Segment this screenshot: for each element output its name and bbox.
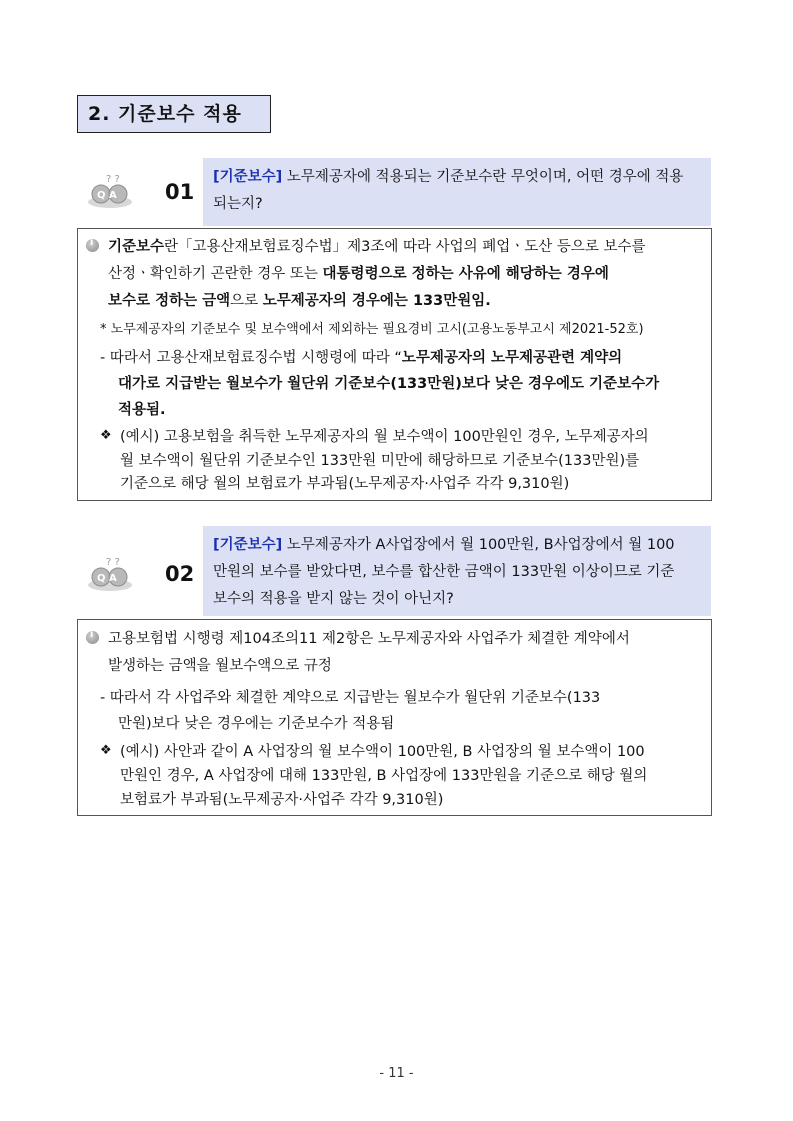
qa-icon-label: Q A — [97, 190, 117, 201]
info-icon — [86, 631, 99, 644]
question-line: 되는지? — [213, 196, 263, 212]
question-line: [기준보수] 노무제공자가 A사업장에서 월 100만원, B사업장에서 월 100 — [213, 537, 675, 553]
note-text: * 노무제공자의 기준보수 및 보수액에서 제외하는 필요경비 고시(고용노동부고시 제2021-52호) — [100, 322, 644, 337]
example-line: 만원인 경우, A 사업장에 대해 133만원, B 사업장에 133만원을 기준으로 해당 월의 — [120, 768, 648, 784]
diamond-bullet-icon: ❖ — [100, 428, 112, 443]
question-box — [203, 158, 711, 226]
example-line: 월 보수액이 월단위 기준보수인 133만원 미만에 해당하므로 기준보수(133만원)를 — [120, 453, 640, 469]
answer-line: 만원)보다 낮은 경우에는 기준보수가 적용됨 — [118, 716, 395, 732]
question-number: 01 — [165, 180, 195, 204]
example-line: 기준으로 해당 월의 보험료가 부과됨(노무제공자·사업주 각각 9,310원) — [120, 476, 570, 492]
answer-line: 적용됨. — [118, 402, 166, 418]
diamond-bullet-icon: ❖ — [100, 743, 112, 758]
answer-line: 고용보험법 시행령 제104조의11 제2항은 노무제공자와 사업주가 체결한 계약에서 — [108, 631, 630, 647]
answer-line: - 따라서 각 사업주와 체결한 계약으로 지급받는 월보수가 월단위 기준보수(133 — [100, 690, 601, 706]
question-tag: [기준보수] — [213, 537, 283, 553]
question-line: 만원의 보수를 받았다면, 보수를 합산한 금액이 133만원 이상이므로 기준 — [213, 564, 675, 580]
qa-icon — [85, 172, 135, 210]
svg-text:? ?: ? ? — [106, 557, 120, 568]
question-box — [203, 526, 711, 616]
answer-line: 발생하는 금액을 월보수액으로 규정 — [108, 658, 332, 674]
answer-line: 산정ㆍ확인하기 곤란한 경우 또는 대통령령으로 정하는 사유에 해당하는 경우에 — [108, 266, 609, 282]
answer-line: - 따라서 고용산재보험료징수법 시행령에 따라 “노무제공자의 노무제공관련 계약의 — [100, 350, 623, 366]
question-line: 보수의 적용을 받지 않는 것이 아닌지? — [213, 591, 454, 607]
example-line: (예시) 고용보험을 취득한 노무제공자의 월 보수액이 100만원인 경우, 노무제공자의 — [120, 429, 649, 445]
question-number: 02 — [165, 562, 195, 586]
example-line: (예시) 사안과 같이 A 사업장의 월 보수액이 100만원, B 사업장의 월 보수액이 100 — [120, 744, 645, 760]
info-icon — [86, 239, 99, 252]
qa-icon-label: Q A — [97, 573, 117, 584]
answer-line: 보수로 정하는 금액으로 노무제공자의 경우에는 133만원임. — [108, 293, 491, 309]
svg-text:? ?: ? ? — [106, 174, 120, 185]
section-title: 2. 기준보수 적용 — [77, 95, 271, 133]
answer-line: 기준보수란「고용산재보험료징수법」제3조에 따라 사업의 폐업ㆍ도산 등으로 보수를 — [108, 239, 646, 255]
question-line: [기준보수] 노무제공자에 적용되는 기준보수란 무엇이며, 어떤 경우에 적용 — [213, 169, 684, 185]
page-number: - 11 - — [379, 1066, 414, 1081]
qa-icon — [85, 555, 135, 593]
example-line: 보험료가 부과됨(노무제공자·사업주 각각 9,310원) — [120, 792, 444, 808]
answer-line: 대가로 지급받는 월보수가 월단위 기준보수(133만원)보다 낮은 경우에도 기준보수가 — [118, 376, 660, 392]
question-tag: [기준보수] — [213, 169, 283, 185]
